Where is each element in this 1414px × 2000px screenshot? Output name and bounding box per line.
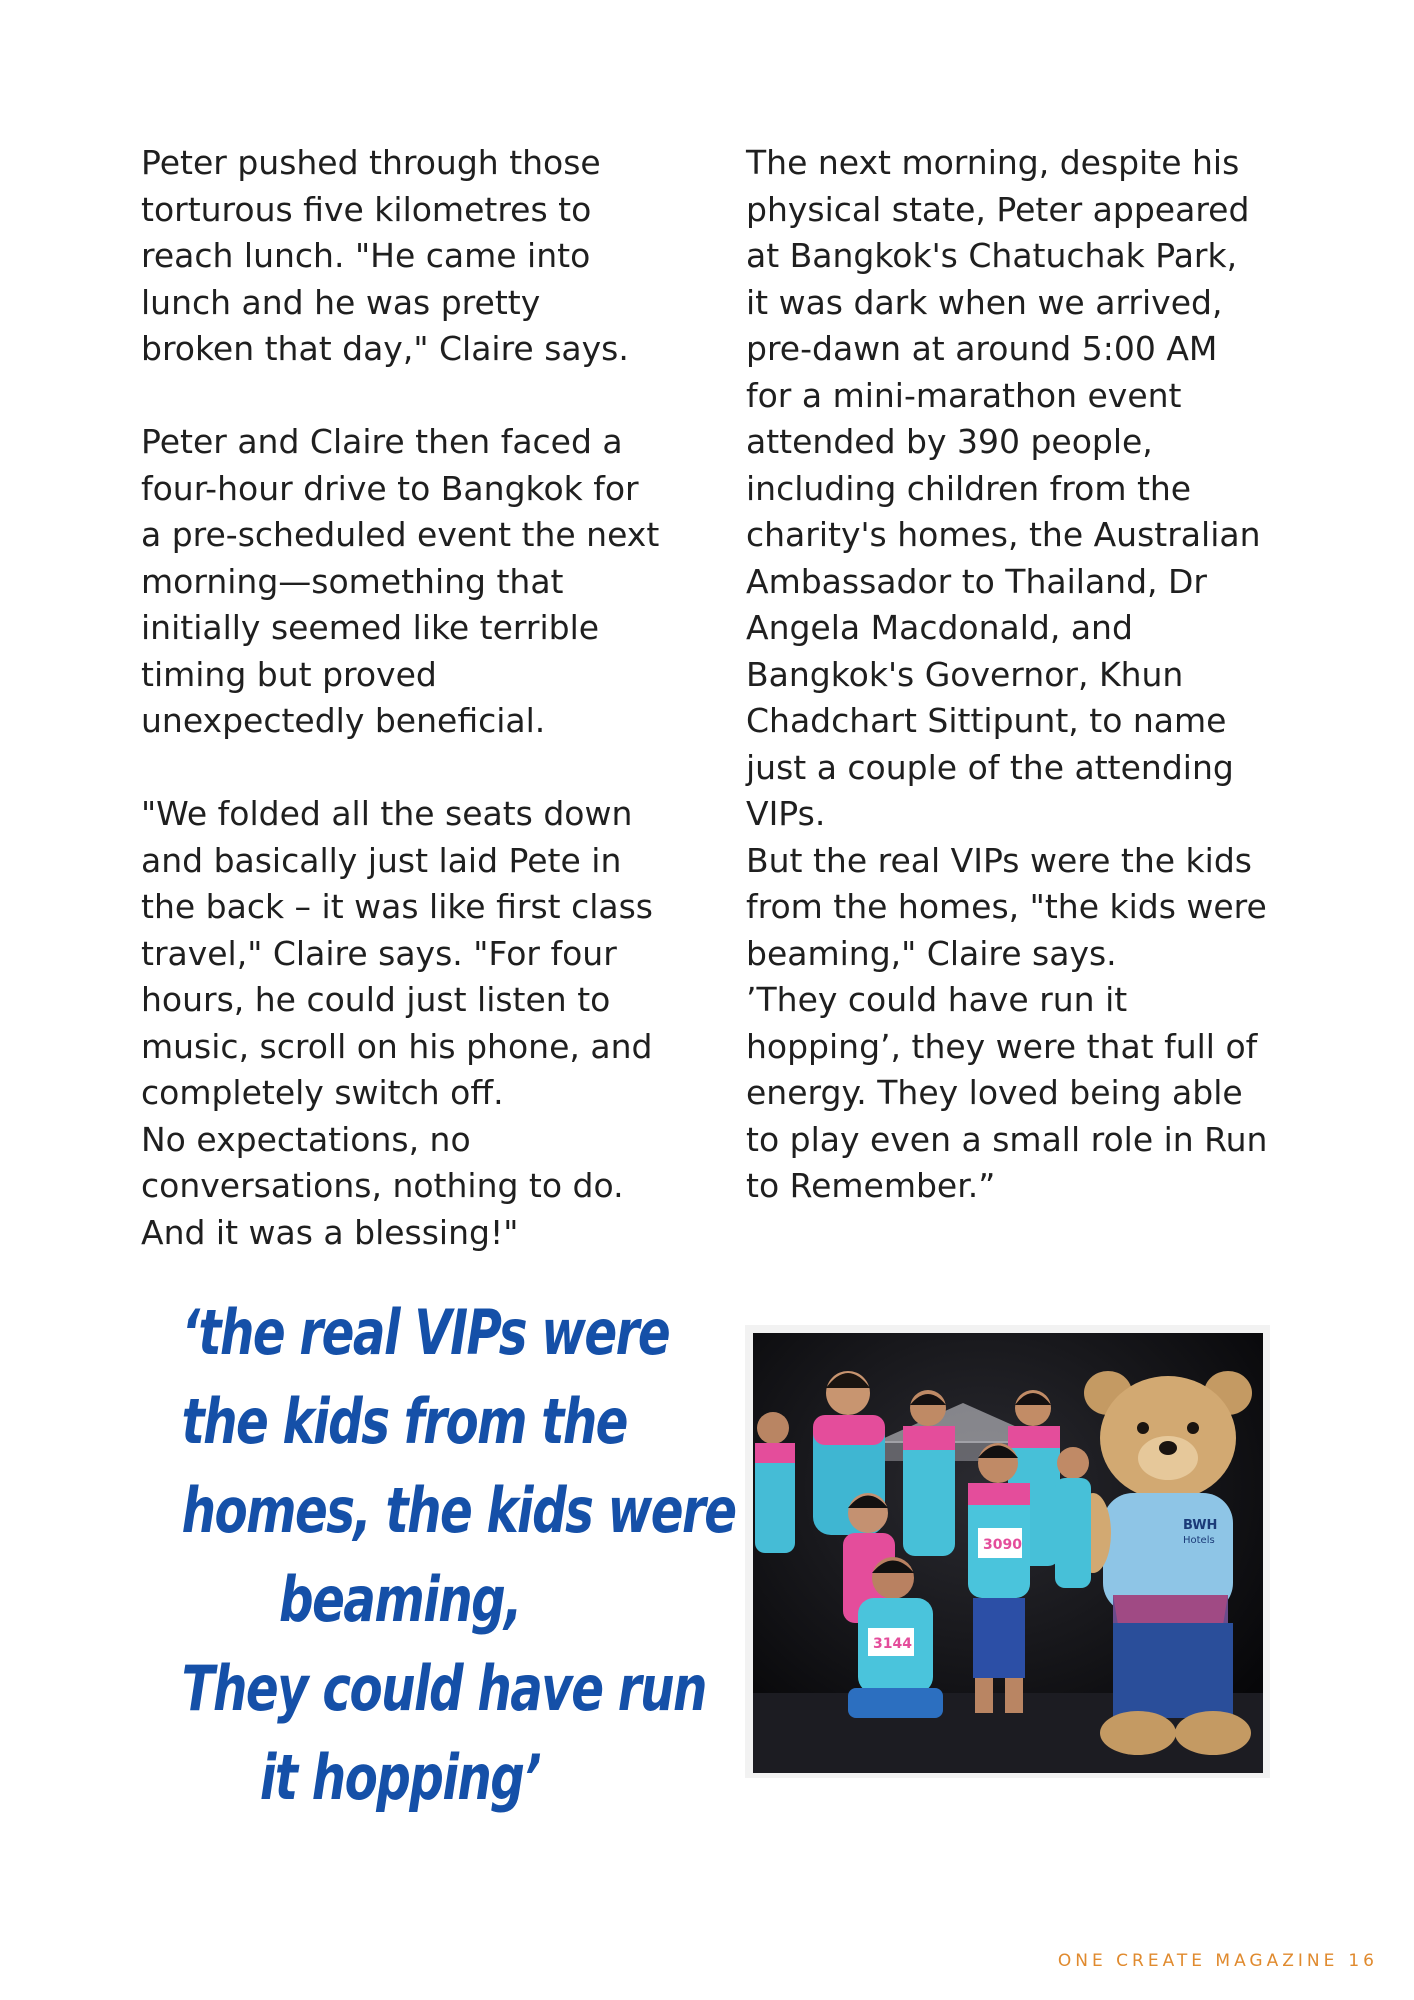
text-line: and basically just laid Pete in	[141, 840, 622, 880]
text-line: travel," Claire says. "For four	[141, 933, 617, 973]
text-line: lunch and he was pretty	[141, 282, 541, 322]
text-line: hopping’, they were that full of	[746, 1026, 1258, 1066]
text-line: music, scroll on his phone, and	[141, 1026, 653, 1066]
magazine-name: ONE CREATE MAGAZINE	[1057, 1951, 1339, 1971]
text-line: physical state, Peter appeared	[746, 189, 1250, 229]
mascot-shirt-logo: BWH	[1183, 1518, 1218, 1533]
text-line: broken that day," Claire says.	[141, 329, 629, 368]
text-line: a pre-scheduled event the next	[141, 515, 660, 554]
text-line: it was dark when we arrived,	[746, 282, 1223, 322]
text-line: hours, he could just listen to	[141, 980, 611, 1019]
text-line: Peter pushed through those	[141, 143, 601, 182]
text-line: The next morning, despite his	[746, 143, 1240, 182]
text-line: for a mini-marathon event	[746, 375, 1182, 415]
pull-quote-line: beaming,	[279, 1563, 521, 1636]
bib-number: 3090	[983, 1537, 1022, 1553]
text-line: ’They could have run it	[746, 980, 1128, 1019]
text-line: "We folded all the seats down	[141, 794, 633, 833]
text-line: timing but proved	[141, 654, 437, 694]
paragraph	[141, 791, 686, 1256]
text-line: to Remember.”	[746, 1166, 996, 1205]
text-line: the back – it was like first class	[141, 887, 653, 926]
text-line: four-hour drive to Bangkok for	[141, 468, 639, 508]
text-line: just a couple of the attending	[746, 747, 1234, 787]
right-text-column	[746, 140, 1291, 1210]
paragraph	[141, 419, 686, 745]
text-line: conversations, nothing to do.	[141, 1166, 624, 1205]
text-line: initially seemed like terrible	[141, 608, 600, 647]
paragraph	[746, 140, 1291, 1210]
text-line: Chadchart Sittipunt, to name	[746, 701, 1227, 740]
paragraph	[141, 140, 686, 373]
text-line: VIPs.	[746, 794, 826, 833]
photo-frame	[745, 1325, 1270, 1778]
text-line: unexpectedly beneficial.	[141, 701, 546, 740]
text-line: reach lunch. "He came into	[141, 236, 591, 275]
text-line: torturous five kilometres to	[141, 189, 592, 229]
text-line: completely switch off.	[141, 1073, 504, 1112]
pull-quote-line: homes, the kids were	[181, 1474, 736, 1547]
pull-quote-line: ‘the real VIPs were	[181, 1296, 670, 1369]
event-photo	[753, 1333, 1263, 1773]
text-line: charity's homes, the Australian	[746, 515, 1261, 554]
page-footer	[1048, 1951, 1378, 1971]
text-line: Peter and Claire then faced a	[141, 422, 623, 461]
page-number: 16	[1348, 1951, 1378, 1971]
pull-quote-line: the kids from the	[181, 1385, 627, 1458]
text-line: Bangkok's Governor, Khun	[746, 654, 1184, 694]
text-line: including children from the	[746, 468, 1192, 508]
text-line: at Bangkok's Chatuchak Park,	[746, 236, 1238, 275]
text-line: No expectations, no	[141, 1119, 471, 1159]
text-line: pre-dawn at around 5:00 AM	[746, 329, 1218, 368]
text-line: to play even a small role in Run	[746, 1119, 1268, 1159]
pull-quote-line: They could have run	[181, 1652, 706, 1725]
text-line: beaming," Claire says.	[746, 933, 1117, 973]
photo-illustration	[753, 1333, 1263, 1773]
text-line: attended by 390 people,	[746, 422, 1153, 461]
text-line: But the real VIPs were the kids	[746, 840, 1252, 880]
svg-text:Hotels: Hotels	[1183, 1535, 1215, 1546]
text-line: Ambassador to Thailand, Dr	[746, 561, 1207, 601]
text-line: energy. They loved being able	[746, 1073, 1243, 1112]
text-line: And it was a blessing!"	[141, 1212, 519, 1252]
pull-quote-line: it hopping’	[259, 1741, 541, 1814]
left-text-column	[141, 140, 686, 1256]
text-line: morning—something that	[141, 561, 564, 601]
text-line: Angela Macdonald, and	[746, 608, 1133, 647]
pull-quote	[120, 1288, 736, 1822]
bib-number: 3144	[873, 1636, 912, 1652]
text-line: from the homes, "the kids were	[746, 887, 1267, 926]
